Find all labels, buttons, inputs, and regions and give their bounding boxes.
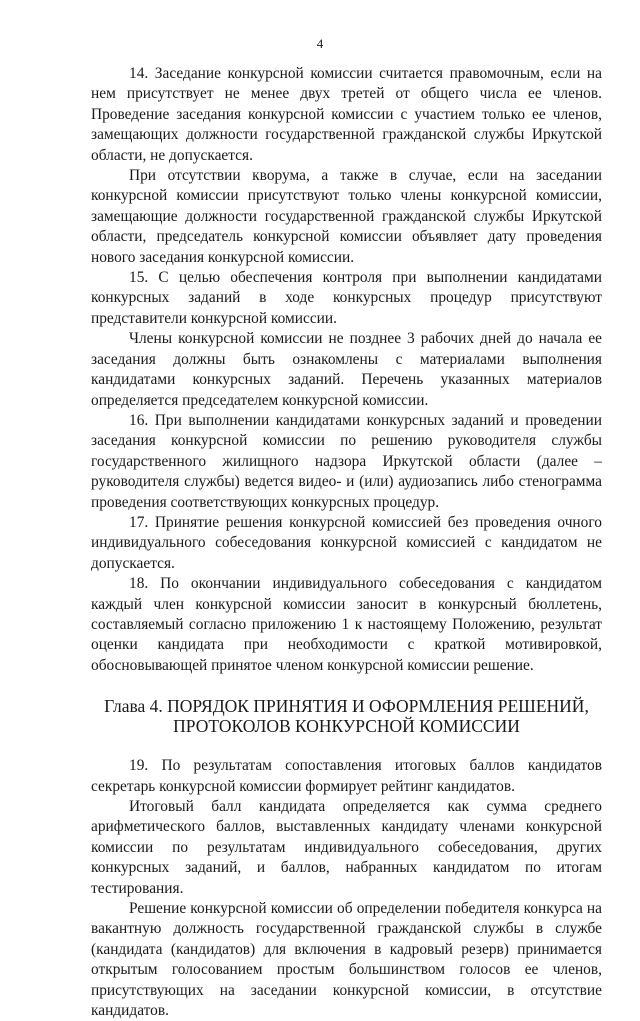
paragraph-19: 19. По результатам сопоставления итоговых баллов кандидатов секретарь конкурсной комиссии формирует рейтинг кандидатов. [91,757,602,795]
document-body [91,64,602,1021]
paragraph-15: 15. С целью обеспечения контроля при выполнении кандидатами конкурсных заданий в ходе конкурсных процедур присутствуют представители конкурсной комиссии. [91,269,602,327]
paragraph-decision: Решение конкурсной комиссии об определении победителя конкурса на вакантную должность государственной гражданской службы в службе (кандидата (кандидатов) для включения в кадровый резерв) принимается открытым голосованием простым большинством голосов ее членов, присутствующих на заседании конкурсной комиссии, в отсутствие кандидатов. [91,900,602,1020]
paragraph-final-score: Итоговый балл кандидата определяется как сумма среднего арифметического баллов, выставленных кандидату членами конкурсной комиссии по результатам индивидуального собеседования, других конкурсных заданий, и баллов, набранных кандидатом по итогам тестирования. [91,798,602,897]
paragraph-17: 17. Принятие решения конкурсной комиссией без проведения очного индивидуального собеседования конкурсной комиссией с кандидатом не допускается. [91,513,602,572]
paragraph-members-review: Члены конкурсной комиссии не позднее 3 рабочих дней до начала ее заседания должны быть ознакомлены с материалами выполнения кандидатами конкурсных заданий. Перечень указанных материалов определяется председателем конкурсной комиссии. [91,330,602,409]
page-number: 4 [316,36,324,51]
paragraph-16: 16. При выполнении кандидатами конкурсных заданий и проведении заседания конкурсной комиссии по решению руководителя службы государственного жилищного надзора Иркутской области (далее – руководителя службы) ведется видео- и (или) аудиозапись либо стенограмма проведения соответствующих конкурсных процедур. [91,411,602,511]
chapter-heading-line1: Глава 4. ПОРЯДОК ПРИНЯТИЯ И ОФОРМЛЕНИЯ РЕШЕНИЙ, [104,696,589,717]
chapter-heading [91,696,602,736]
paragraph-quorum: При отсутствии кворума, а также в случае, если на заседании конкурсной комиссии присутствуют только члены конкурсной комиссии, замещающие должности государственной гражданской службы Иркутской области, председатель конкурсной комиссии объявляет дату проведения нового заседания конкурсной комиссии. [91,167,602,266]
chapter-heading-line2: ПРОТОКОЛОВ КОНКУРСНОЙ КОМИССИИ [173,716,520,737]
paragraph-18: 18. По окончании индивидуального собеседования с кандидатом каждый член конкурсной комиссии заносит в конкурсный бюллетень, составляемый согласно приложению 1 к настоящему Положению, результат оценки кандидата при необходимости с краткой мотивировкой, обосновывающей принятое членом конкурсной комиссии решение. [91,575,602,674]
paragraph-14: 14. Заседание конкурсной комиссии считается правомочным, если на нем присутствует не менее двух третей от общего числа ее членов. Проведение заседания конкурсной комиссии с участием только ее членов, замещающих должности государственной гражданской службы Иркутской области, не допускается. [91,65,602,164]
